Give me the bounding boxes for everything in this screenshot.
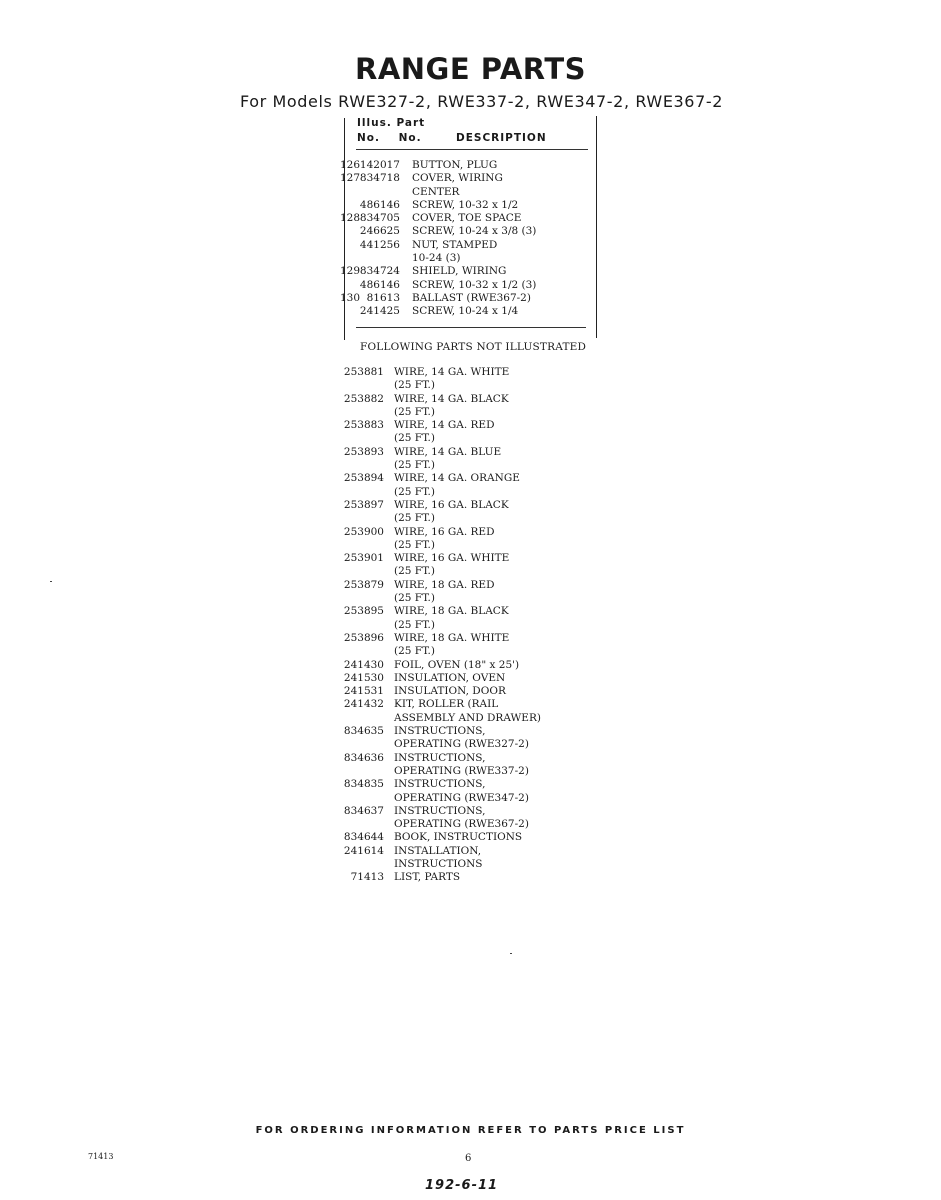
list-item bbox=[336, 765, 541, 778]
table-row bbox=[340, 265, 536, 278]
part-number bbox=[336, 818, 384, 831]
list-item bbox=[336, 472, 541, 485]
part-description: COVER, TOE SPACE bbox=[412, 212, 522, 225]
ordering-info-footer: FOR ORDERING INFORMATION REFER TO PARTS PRICE LIST bbox=[255, 1125, 686, 1136]
part-number: 253893 bbox=[343, 445, 384, 458]
table-bottom-rule bbox=[356, 327, 586, 328]
part-description: WIRE, 14 GA. RED bbox=[394, 419, 495, 432]
part-description: BOOK, INSTRUCTIONS bbox=[394, 831, 523, 844]
part-description: (25 FT.) bbox=[394, 379, 435, 392]
table-row bbox=[340, 212, 536, 225]
illus-number bbox=[340, 279, 358, 292]
part-description: KIT, ROLLER (RAIL bbox=[394, 698, 499, 711]
part-number: 253900 bbox=[343, 525, 384, 538]
list-item bbox=[336, 512, 541, 525]
part-number: 241531 bbox=[343, 685, 384, 698]
list-item bbox=[336, 379, 541, 392]
page-number: 6 bbox=[465, 1153, 472, 1164]
list-item bbox=[336, 831, 541, 844]
part-number: 253879 bbox=[343, 578, 384, 591]
part-number bbox=[336, 459, 384, 472]
list-item bbox=[336, 552, 541, 565]
table-row bbox=[340, 252, 536, 265]
list-item bbox=[336, 526, 541, 539]
part-number bbox=[358, 252, 400, 265]
header-description: DESCRIPTION bbox=[456, 132, 547, 144]
list-item bbox=[336, 845, 541, 858]
models-subtitle: For Models RWE327-2, RWE337-2, RWE347-2, RWE367-2 bbox=[240, 92, 724, 111]
part-description: WIRE, 16 GA. RED bbox=[394, 525, 495, 538]
part-description: (25 FT.) bbox=[394, 432, 435, 445]
table-row bbox=[340, 292, 536, 305]
part-number bbox=[336, 512, 384, 525]
illus-number bbox=[340, 199, 358, 212]
part-description: INSTRUCTIONS, bbox=[394, 804, 486, 817]
part-description: COVER, WIRING bbox=[412, 172, 503, 185]
header-rule bbox=[356, 149, 588, 150]
part-description: WIRE, 18 GA. WHITE bbox=[394, 631, 510, 644]
list-item bbox=[336, 778, 541, 791]
part-number bbox=[336, 738, 384, 751]
part-number bbox=[336, 619, 384, 632]
list-item bbox=[336, 499, 541, 512]
part-description: (25 FT.) bbox=[394, 485, 435, 498]
part-number: 241430 bbox=[343, 658, 384, 671]
list-item bbox=[336, 685, 541, 698]
part-description: WIRE, 18 GA. BLACK bbox=[394, 605, 509, 618]
part-description: INSTRUCTIONS, bbox=[394, 751, 486, 764]
handwritten-note: 192-6-11 bbox=[425, 1178, 499, 1193]
part-number: 241614 bbox=[343, 844, 384, 857]
list-item bbox=[336, 659, 541, 672]
table-row bbox=[340, 305, 536, 318]
list-item bbox=[336, 393, 541, 406]
part-description: INSULATION, OVEN bbox=[394, 671, 506, 684]
list-item bbox=[336, 366, 541, 379]
part-description: OPERATING (RWE337-2) bbox=[394, 764, 529, 777]
list-item bbox=[336, 645, 541, 658]
list-item bbox=[336, 792, 541, 805]
part-description: SCREW, 10-24 x 1/4 bbox=[412, 305, 519, 318]
list-item bbox=[336, 539, 541, 552]
part-description: WIRE, 14 GA. BLUE bbox=[394, 445, 502, 458]
table-right-border bbox=[596, 116, 597, 338]
part-description: INSULATION, DOOR bbox=[394, 685, 506, 698]
illustrated-parts-list bbox=[340, 159, 536, 319]
part-number bbox=[336, 486, 384, 499]
table-row bbox=[340, 186, 536, 199]
part-number bbox=[336, 406, 384, 419]
list-item bbox=[336, 672, 541, 685]
part-number: 834718 bbox=[359, 172, 400, 185]
part-number: 71413 bbox=[350, 871, 384, 884]
part-number: 246625 bbox=[359, 225, 400, 238]
list-item bbox=[336, 805, 541, 818]
list-item bbox=[336, 592, 541, 605]
part-description: OPERATING (RWE347-2) bbox=[394, 791, 529, 804]
part-number: 253895 bbox=[343, 605, 384, 618]
part-description: (25 FT.) bbox=[394, 618, 435, 631]
part-number: 241425 bbox=[359, 305, 400, 318]
illus-number bbox=[340, 239, 358, 252]
part-description: SHIELD, WIRING bbox=[412, 265, 507, 278]
part-description: (25 FT.) bbox=[394, 565, 435, 578]
part-number bbox=[336, 765, 384, 778]
part-number: 834637 bbox=[343, 804, 384, 817]
part-number: 142017 bbox=[359, 159, 400, 171]
part-description: SCREW, 10-32 x 1/2 (3) bbox=[412, 278, 537, 291]
part-description: INSTRUCTIONS, bbox=[394, 725, 486, 738]
part-description: (25 FT.) bbox=[394, 405, 435, 418]
part-number: 253894 bbox=[343, 472, 384, 485]
table-row bbox=[340, 199, 536, 212]
part-description: WIRE, 14 GA. ORANGE bbox=[394, 472, 520, 485]
list-item bbox=[336, 419, 541, 432]
part-description: WIRE, 16 GA. BLACK bbox=[394, 498, 509, 511]
part-number: 253897 bbox=[343, 498, 384, 511]
part-number: 253901 bbox=[343, 552, 384, 565]
part-number bbox=[358, 186, 400, 199]
page-title: RANGE PARTS bbox=[355, 52, 586, 86]
part-description: (25 FT.) bbox=[394, 592, 435, 605]
illus-number bbox=[340, 225, 358, 238]
list-item bbox=[336, 738, 541, 751]
document-number: 71413 bbox=[88, 1152, 114, 1161]
part-description: (25 FT.) bbox=[394, 512, 435, 525]
illus-number: 127 bbox=[340, 172, 361, 185]
part-number: 253896 bbox=[343, 631, 384, 644]
part-number: 834705 bbox=[359, 212, 400, 225]
part-number: 253881 bbox=[343, 366, 384, 378]
table-row bbox=[340, 159, 536, 172]
part-number: 441256 bbox=[359, 238, 400, 251]
illus-number bbox=[340, 186, 358, 199]
part-number: 834724 bbox=[359, 265, 400, 278]
part-description: SCREW, 10-24 x 3/8 (3) bbox=[412, 225, 537, 238]
part-description: SCREW, 10-32 x 1/2 bbox=[412, 198, 519, 211]
part-number bbox=[336, 432, 384, 445]
part-description: WIRE, 14 GA. WHITE bbox=[394, 366, 510, 378]
header-illus-part: Illus. Part bbox=[357, 117, 426, 129]
part-description: CENTER bbox=[412, 185, 460, 198]
table-row bbox=[340, 239, 536, 252]
stray-mark bbox=[510, 953, 512, 954]
list-item bbox=[336, 605, 541, 618]
list-item bbox=[336, 459, 541, 472]
part-description: INSTRUCTIONS, bbox=[394, 778, 486, 791]
list-item bbox=[336, 446, 541, 459]
part-description: ASSEMBLY AND DRAWER) bbox=[394, 711, 541, 724]
table-row bbox=[340, 225, 536, 238]
illus-number bbox=[340, 305, 358, 318]
part-number: 834835 bbox=[343, 778, 384, 791]
part-number bbox=[336, 565, 384, 578]
part-number: 241432 bbox=[343, 698, 384, 711]
list-item bbox=[336, 818, 541, 831]
part-number: 241530 bbox=[343, 671, 384, 684]
part-description: 10-24 (3) bbox=[412, 252, 461, 265]
header-no-no: No. No. bbox=[357, 132, 422, 144]
part-number: 834635 bbox=[343, 725, 384, 738]
illus-number: 126 bbox=[340, 159, 361, 171]
part-description: LIST, PARTS bbox=[394, 871, 461, 884]
part-number bbox=[336, 712, 384, 725]
part-description: (25 FT.) bbox=[394, 459, 435, 472]
list-item bbox=[336, 752, 541, 765]
list-item bbox=[336, 871, 541, 884]
part-number bbox=[336, 592, 384, 605]
part-description: INSTRUCTIONS bbox=[394, 857, 483, 870]
list-item bbox=[336, 579, 541, 592]
part-description: OPERATING (RWE327-2) bbox=[394, 738, 529, 751]
part-number bbox=[336, 858, 384, 871]
part-number bbox=[336, 645, 384, 658]
part-description: (25 FT.) bbox=[394, 645, 435, 658]
part-number bbox=[336, 792, 384, 805]
list-item bbox=[336, 725, 541, 738]
part-number: 834636 bbox=[343, 751, 384, 764]
part-description: BALLAST (RWE367-2) bbox=[412, 291, 531, 304]
not-illustrated-title: FOLLOWING PARTS NOT ILLUSTRATED bbox=[360, 341, 587, 353]
list-item bbox=[336, 432, 541, 445]
illus-number: 129 bbox=[340, 265, 361, 278]
part-description: FOIL, OVEN (18" x 25') bbox=[394, 658, 520, 671]
table-row bbox=[340, 279, 536, 292]
part-number bbox=[336, 379, 384, 392]
list-item bbox=[336, 406, 541, 419]
stray-mark bbox=[50, 581, 52, 582]
list-item bbox=[336, 858, 541, 871]
list-item bbox=[336, 486, 541, 499]
list-item bbox=[336, 698, 541, 711]
list-item bbox=[336, 619, 541, 632]
not-illustrated-parts-list bbox=[336, 366, 541, 885]
part-number: 486146 bbox=[359, 278, 400, 291]
part-description: WIRE, 14 GA. BLACK bbox=[394, 392, 509, 405]
illus-number bbox=[340, 252, 358, 265]
part-number: 834644 bbox=[343, 831, 384, 844]
list-item bbox=[336, 632, 541, 645]
part-number bbox=[336, 539, 384, 552]
part-description: INSTALLATION, bbox=[394, 844, 482, 857]
part-description: NUT, STAMPED bbox=[412, 238, 498, 251]
part-number: 253883 bbox=[343, 419, 384, 432]
list-item bbox=[336, 712, 541, 725]
part-description: OPERATING (RWE367-2) bbox=[394, 818, 529, 831]
list-item bbox=[336, 565, 541, 578]
part-description: (25 FT.) bbox=[394, 538, 435, 551]
illus-number: 128 bbox=[340, 212, 361, 225]
part-description: BUTTON, PLUG bbox=[412, 159, 498, 171]
illus-number: 130 bbox=[340, 291, 361, 304]
part-number: 81613 bbox=[366, 291, 400, 304]
part-description: WIRE, 16 GA. WHITE bbox=[394, 552, 510, 565]
part-number: 253882 bbox=[343, 392, 384, 405]
table-row bbox=[340, 172, 536, 185]
part-number: 486146 bbox=[359, 198, 400, 211]
part-description: WIRE, 18 GA. RED bbox=[394, 578, 495, 591]
